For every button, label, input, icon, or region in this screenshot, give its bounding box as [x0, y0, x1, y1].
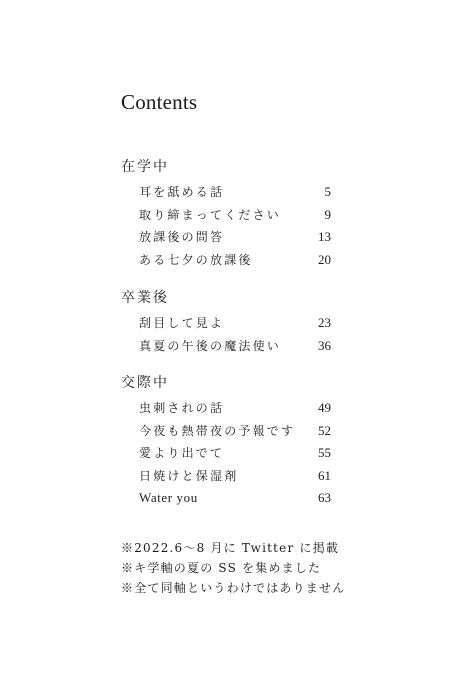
entry-page-number: 61 — [318, 467, 331, 483]
note-line: ※キ学軸の夏の SS を集めました — [121, 561, 322, 575]
page-title: Contents — [121, 90, 198, 114]
entry-page-number: 49 — [318, 400, 331, 415]
section-heading: 卒業後 — [121, 290, 169, 306]
toc-entry — [121, 249, 331, 272]
toc-entry — [121, 397, 331, 420]
entry-page-number: 9 — [324, 206, 331, 222]
entry-page-number: 5 — [324, 184, 331, 199]
toc-section-kousaichu — [121, 373, 331, 510]
entry-page-number: 23 — [318, 315, 331, 330]
entry-title: 虫刺されの話 — [139, 401, 225, 415]
toc-entry — [121, 420, 331, 443]
entry-page-number: 20 — [318, 251, 331, 267]
entry-title: 刮目して見よ — [139, 316, 225, 330]
entry-list — [121, 397, 331, 510]
entry-title: ある七夕の放課後 — [139, 252, 253, 267]
entry-page-number: 55 — [318, 445, 331, 460]
toc-section-zaigakuchu — [121, 157, 331, 271]
entry-title: 今夜も熱帯夜の予報です — [139, 423, 296, 438]
toc-entry — [121, 442, 331, 465]
note-line: ※全て同軸というわけではありません — [121, 581, 346, 595]
toc-entry — [121, 204, 331, 227]
toc-entry — [121, 487, 331, 510]
toc-entry — [121, 181, 331, 204]
entry-list — [121, 181, 331, 271]
section-heading: 交際中 — [121, 375, 169, 391]
entry-page-number: 36 — [318, 337, 331, 353]
entry-title: 耳を舐める話 — [139, 185, 225, 199]
toc-entry — [121, 226, 331, 249]
toc-entry — [121, 465, 331, 488]
section-heading: 在学中 — [121, 159, 169, 175]
entry-page-number: 63 — [318, 490, 331, 505]
entry-page-number: 13 — [318, 229, 331, 244]
entry-page-number: 52 — [318, 422, 331, 438]
entry-title: 日焼けと保湿剤 — [139, 468, 239, 483]
entry-title: 真夏の午後の魔法使い — [139, 338, 282, 353]
note-line: ※2022.6～8 月に Twitter に掲載 — [121, 541, 340, 555]
entry-title: Water you — [139, 490, 198, 505]
entry-title: 取り締まってください — [139, 207, 282, 222]
notes-block — [121, 538, 345, 598]
entry-title: 放課後の問答 — [139, 230, 225, 244]
toc-section-sotsugyougo — [121, 288, 331, 357]
toc-entry — [121, 312, 331, 335]
entry-list — [121, 312, 331, 357]
toc-entry — [121, 335, 331, 358]
entry-title: 愛より出でて — [139, 446, 225, 460]
